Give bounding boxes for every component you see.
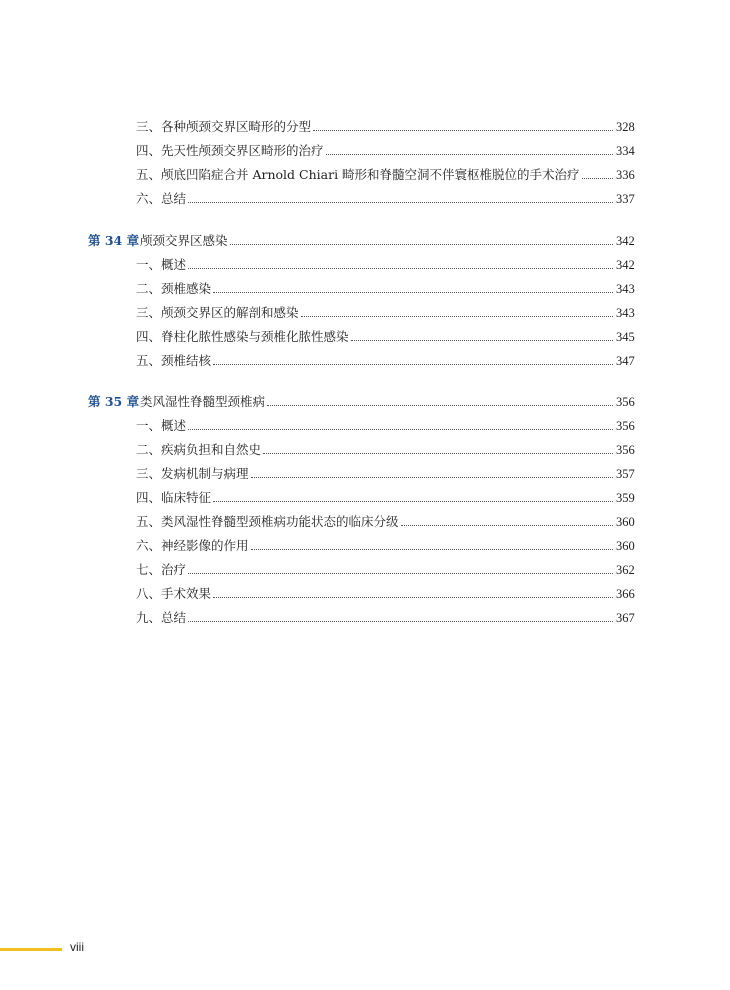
toc-entry-label: 七、治疗	[136, 562, 187, 577]
toc-entry-page: 357	[616, 467, 635, 481]
leader-dots	[213, 500, 613, 502]
toc-entry[interactable]	[0, 534, 730, 554]
chapter-title: 颅颈交界区感染	[140, 233, 228, 248]
toc-entry-page: 367	[616, 611, 635, 625]
toc-entry-page: 366	[616, 587, 635, 601]
toc-entry[interactable]	[0, 325, 730, 345]
toc-entry-label: 三、各种颅颈交界区畸形的分型	[136, 119, 312, 134]
toc-chapter-35[interactable]	[0, 390, 730, 410]
toc-entry-label: 五、颈椎结核	[136, 353, 212, 368]
toc-entry[interactable]	[0, 486, 730, 506]
toc-entry-page: 336	[616, 168, 635, 182]
toc-entry[interactable]	[0, 253, 730, 273]
toc-entry-label: 三、颅颈交界区的解剖和感染	[136, 305, 299, 320]
leader-dots	[188, 572, 613, 574]
leader-dots	[313, 129, 613, 131]
leader-dots	[230, 243, 613, 245]
toc-entry-page: 356	[616, 395, 635, 409]
page-number: viii	[70, 940, 84, 954]
toc-entry-page: 360	[616, 539, 635, 553]
toc-entry-page: 343	[616, 306, 635, 320]
toc-entry-page: 337	[616, 192, 635, 206]
toc-entry-label: 二、颈椎感染	[136, 281, 212, 296]
toc-entry-label: 三、发病机制与病理	[136, 466, 249, 481]
toc-entry-page: 360	[616, 515, 635, 529]
toc-entry-label: 四、脊柱化脓性感染与颈椎化脓性感染	[136, 329, 349, 344]
leader-dots	[188, 620, 613, 622]
toc-entry-page: 345	[616, 330, 635, 344]
toc-entry-label: 九、总结	[136, 610, 187, 625]
toc-entry[interactable]	[0, 349, 730, 369]
toc-entry-label: 六、总结	[136, 191, 187, 206]
leader-dots	[251, 476, 613, 478]
toc-entry-page: 342	[616, 258, 635, 272]
toc-entry-page: 362	[616, 563, 635, 577]
toc-entry-label: 四、临床特征	[136, 490, 212, 505]
leader-dots	[301, 315, 613, 317]
toc-entry-label: 五、颅底凹陷症合并 Arnold Chiari 畸形和脊髓空洞不伴寰枢椎脱位的手术治疗	[136, 167, 580, 182]
toc-entry-page: 356	[616, 419, 635, 433]
leader-dots	[188, 201, 613, 203]
leader-dots	[188, 428, 613, 430]
toc-entry-page: 342	[616, 234, 635, 248]
toc-entry-page: 347	[616, 354, 635, 368]
toc-entry-label: 四、先天性颅颈交界区畸形的治疗	[136, 143, 324, 158]
chapter-title: 类风湿性脊髓型颈椎病	[140, 394, 266, 409]
toc-entry-page: 356	[616, 443, 635, 457]
toc-entry-label: 二、疾病负担和自然史	[136, 442, 262, 457]
leader-dots	[213, 596, 613, 598]
toc-entry-page: 328	[616, 120, 635, 134]
toc-entry-label: 一、概述	[136, 418, 187, 433]
chapter-number: 第 34 章	[88, 233, 140, 248]
toc-chapter-34[interactable]	[0, 229, 730, 249]
leader-dots	[401, 524, 613, 526]
toc-entry[interactable]	[0, 558, 730, 578]
toc-entry[interactable]	[0, 414, 730, 434]
leader-dots	[582, 177, 613, 179]
leader-dots	[251, 548, 613, 550]
toc-entry[interactable]	[0, 462, 730, 482]
toc-entry-label: 五、类风湿性脊髓型颈椎病功能状态的临床分级	[136, 514, 399, 529]
toc-entry[interactable]	[0, 438, 730, 458]
toc-entry-page: 343	[616, 282, 635, 296]
leader-dots	[263, 452, 613, 454]
footer-accent-bar	[0, 948, 62, 951]
toc-entry[interactable]	[0, 115, 730, 135]
toc-entry[interactable]	[0, 139, 730, 159]
toc-entry[interactable]	[0, 510, 730, 530]
toc-entry-label: 六、神经影像的作用	[136, 538, 249, 553]
toc-entry-page: 359	[616, 491, 635, 505]
chapter-number: 第 35 章	[88, 394, 140, 409]
toc-entry-page: 334	[616, 144, 635, 158]
leader-dots	[188, 267, 613, 269]
toc-entry[interactable]	[0, 582, 730, 602]
leader-dots	[213, 363, 613, 365]
toc-entry[interactable]	[0, 187, 730, 207]
toc-entry-label: 一、概述	[136, 257, 187, 272]
toc-entry[interactable]	[0, 163, 730, 183]
leader-dots	[213, 291, 613, 293]
leader-dots	[326, 153, 613, 155]
leader-dots	[267, 404, 613, 406]
leader-dots	[351, 339, 613, 341]
toc-entry[interactable]	[0, 606, 730, 626]
toc-entry[interactable]	[0, 301, 730, 321]
toc-entry[interactable]	[0, 277, 730, 297]
toc-entry-label: 八、手术效果	[136, 586, 212, 601]
